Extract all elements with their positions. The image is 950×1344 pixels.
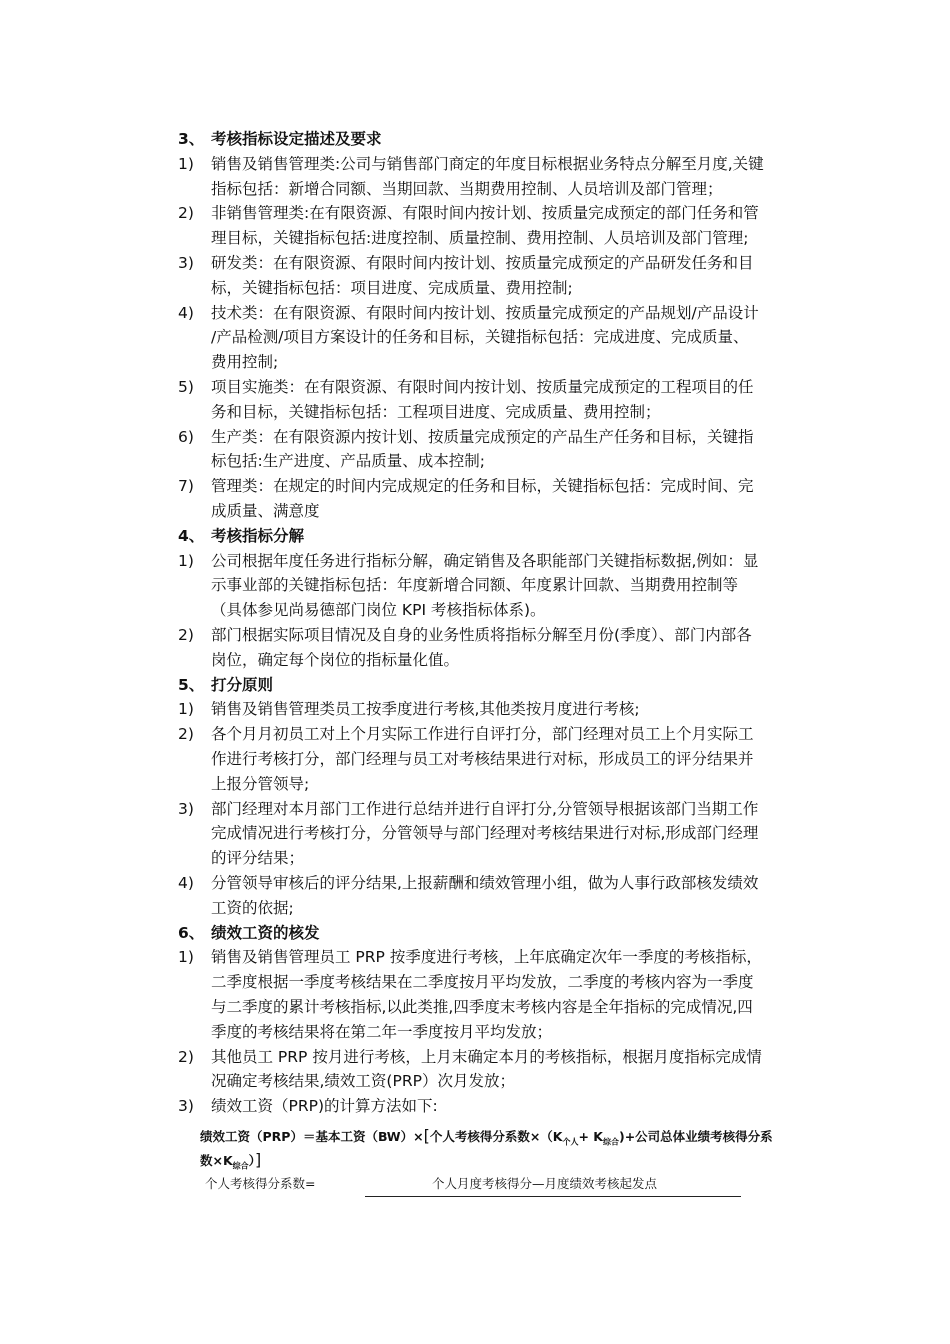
item-number: 3) bbox=[178, 799, 194, 818]
item-text-line: 完成情况进行考核打分，分管领导与部门经理对考核结果进行对标,形成部门经理 bbox=[211, 824, 759, 843]
item-number: 2) bbox=[178, 626, 194, 644]
item-text-line: 标包括:生产进度、产品质量、成本控制; bbox=[211, 452, 485, 471]
item-text-line: （具体参见尚易德部门岗位 KPI 考核指标体系)。 bbox=[211, 601, 546, 620]
section-heading: 考核指标设定描述及要求 bbox=[211, 130, 382, 148]
fraction-bar bbox=[365, 1196, 741, 1197]
item-number: 6) bbox=[178, 427, 194, 446]
formula-subscript: 综合 bbox=[232, 1161, 249, 1171]
item-text-line: 管理类：在规定的时间内完成规定的任务和目标，关键指标包括：完成时间、完 bbox=[211, 477, 754, 496]
formula-text: 数×K bbox=[200, 1153, 233, 1168]
prp-formula-line-2 bbox=[200, 1150, 261, 1172]
item-text-line: 部门经理对本月部门工作进行总结并进行自评打分,分管领导根据该部门当期工作 bbox=[211, 799, 759, 818]
item-text-line: 作进行考核打分，部门经理与员工对考核结果进行对标，形成员工的评分结果并 bbox=[211, 750, 754, 768]
item-text-line: 部门根据实际项目情况及自身的业务性质将指标分解至月份(季度）、部门内部各 bbox=[211, 626, 752, 644]
item-text-line: 与二季度的累计考核指标,以此类推,四季度末考核内容是全年指标的完成情况,四 bbox=[211, 998, 753, 1016]
item-text-line: 成质量、满意度 bbox=[211, 502, 320, 520]
item-number: 2) bbox=[178, 725, 194, 744]
item-number: 1) bbox=[178, 551, 194, 570]
section-heading: 绩效工资的核发 bbox=[211, 923, 320, 942]
item-text-line: 况确定考核结果,绩效工资(PRP）次月发放； bbox=[211, 1072, 515, 1091]
item-text-line: 生产类：在有限资源内按计划、按质量完成预定的产品生产任务和目标，关键指 bbox=[211, 427, 754, 446]
item-text-line: 项目实施类：在有限资源、有限时间内按计划、按质量完成预定的工程项目的任 bbox=[211, 378, 754, 396]
item-text-line: 研发类：在有限资源、有限时间内按计划、按质量完成预定的产品研发任务和目 bbox=[211, 254, 754, 272]
item-text-line: 理目标，关键指标包括:进度控制、质量控制、费用控制、人员培训及部门管理; bbox=[211, 229, 749, 248]
section-heading: 打分原则 bbox=[211, 675, 274, 694]
item-text-line: 销售及销售管理类:公司与销售部门商定的年度目标根据业务特点分解至月度,关键 bbox=[211, 154, 764, 173]
formula-text: 绩效工资（PRP）＝基本工资（BW）× bbox=[200, 1129, 424, 1144]
formula-text: ） bbox=[248, 1153, 255, 1168]
item-text-line: 的评分结果； bbox=[211, 849, 305, 868]
item-number: 1) bbox=[178, 700, 194, 719]
item-number: 3) bbox=[178, 254, 194, 272]
item-number: 5) bbox=[178, 378, 194, 396]
formula-bracket: [ bbox=[423, 1126, 430, 1145]
item-number: 3) bbox=[178, 1097, 194, 1116]
section-heading: 考核指标分解 bbox=[211, 526, 305, 545]
item-text-line: 绩效工资（PRP)的计算方法如下: bbox=[211, 1097, 438, 1116]
item-number: 1) bbox=[178, 948, 194, 967]
item-text-line: 标，关键指标包括：项目进度、完成质量、费用控制; bbox=[211, 278, 573, 297]
item-text-line: 工资的依据; bbox=[211, 898, 294, 917]
section-number: 4、 bbox=[178, 526, 205, 545]
item-text-line: 岗位，确定每个岗位的指标量化值。 bbox=[211, 650, 460, 669]
section-number: 5、 bbox=[178, 675, 205, 694]
item-text-line: 上报分管领导; bbox=[211, 774, 310, 793]
item-number: 2) bbox=[178, 204, 194, 223]
formula-text: 个人考核得分系数×（K bbox=[429, 1129, 563, 1144]
item-text-line: 分管领导审核后的评分结果,上报薪酬和绩效管理小组，做为人事行政部核发绩效 bbox=[211, 874, 759, 892]
coefficient-numerator: 个人月度考核得分—月度绩效考核起发点 bbox=[432, 1176, 658, 1191]
formula-text: + K bbox=[578, 1129, 603, 1144]
item-text-line: 各个月月初员工对上个月实际工作进行自评打分，部门经理对员工上个月实际工 bbox=[211, 725, 754, 744]
formula-bracket: ] bbox=[254, 1150, 262, 1169]
item-number: 1) bbox=[178, 154, 194, 173]
coefficient-label: 个人考核得分系数= bbox=[205, 1176, 316, 1191]
formula-text: )+公司总体业绩考核得分系 bbox=[619, 1129, 773, 1144]
item-text-line: 销售及销售管理员工 PRP 按季度进行考核，上年底确定次年一季度的考核指标， bbox=[211, 948, 762, 967]
item-text-line: 费用控制; bbox=[211, 353, 279, 372]
item-text-line: 二季度根据一季度考核结果在二季度按月平均发放，二季度的考核内容为一季度 bbox=[211, 973, 754, 992]
formula-subscript: 个人 bbox=[562, 1137, 579, 1147]
item-text-line: 公司根据年度任务进行指标分解，确定销售及各职能部门关键指标数据,例如：显 bbox=[211, 551, 759, 570]
formula-subscript: 综合 bbox=[603, 1137, 619, 1147]
item-number: 2) bbox=[178, 1047, 194, 1066]
item-number: 4) bbox=[178, 874, 194, 892]
item-text-line: /产品检测/项目方案设计的任务和目标，关键指标包括：完成进度、完成质量、 bbox=[211, 328, 749, 347]
item-text-line: 销售及销售管理类员工按季度进行考核,其他类按月度进行考核; bbox=[211, 700, 640, 719]
item-text-line: 指标包括：新增合同额、当期回款、当期费用控制、人员培训及部门管理； bbox=[211, 179, 723, 198]
item-text-line: 季度的考核结果将在第二年一季度按月平均发放； bbox=[211, 1022, 553, 1041]
section-number: 3、 bbox=[178, 130, 205, 148]
item-text-line: 务和目标，关键指标包括：工程项目进度、完成质量、费用控制； bbox=[211, 402, 661, 421]
item-text-line: 示事业部的关键指标包括：年度新增合同额、年度累计回款、当期费用控制等 bbox=[211, 576, 739, 595]
item-number: 7) bbox=[178, 477, 194, 496]
item-text-line: 非销售管理类:在有限资源、有限时间内按计划、按质量完成预定的部门任务和管 bbox=[211, 204, 759, 223]
section-number: 6、 bbox=[178, 923, 205, 942]
item-text-line: 技术类：在有限资源、有限时间内按计划、按质量完成预定的产品规划/产品设计 bbox=[211, 303, 759, 322]
item-text-line: 其他员工 PRP 按月进行考核，上月末确定本月的考核指标，根据月度指标完成情 bbox=[211, 1047, 762, 1066]
prp-formula-line-1 bbox=[200, 1126, 773, 1148]
item-number: 4) bbox=[178, 303, 194, 322]
